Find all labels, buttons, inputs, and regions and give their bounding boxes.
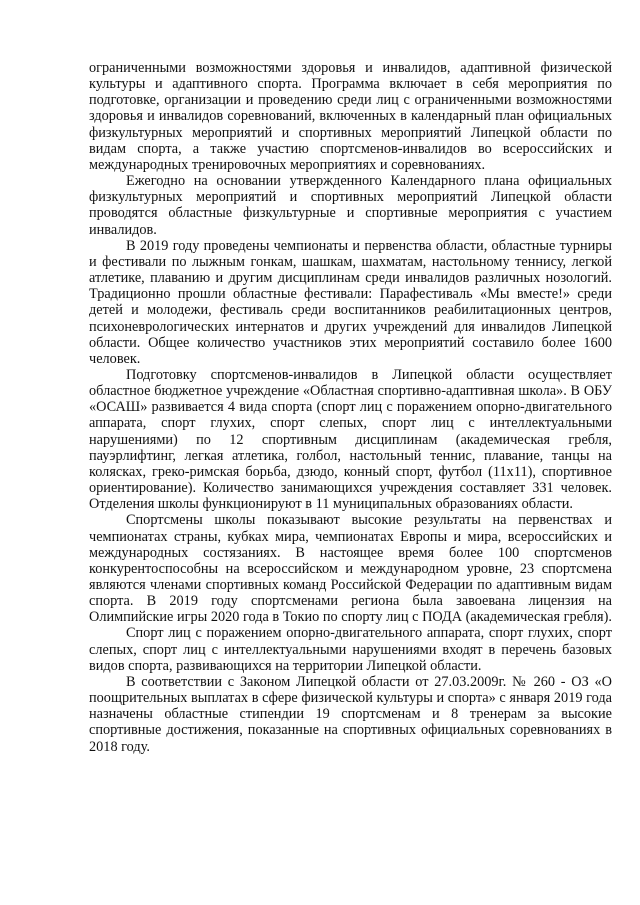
paragraph-athlete-results: Спортсмены школы показывают высокие результаты на первенствах и чемпионатах страны, кубках мира, чемпионатах Европы и мира, всероссийских и международных состязаниях. В настоящее время более 100 спортсменов конкурентоспособны на всероссийском и международном уровне, 23 спортсмена являются членами спортивных команд Российской Федерации по адаптивным видам спорта. В 2019 году спортсменами региона была завоевана лицензия на Олимпийские игры 2020 года в Токио по спорту лиц с ПОДА (академическая гребля). (89, 512, 612, 626)
paragraph-scholarships: В соответствии с Законом Липецкой области от 27.03.2009г. № 260 - ОЗ «О поощрительных выплатах в сфере физической культуры и спорта» с января 2019 года назначены областные стипендии 19 спортсменам и 8 тренерам за высокие спортивные достижения, показанные на спортивных официальных соревнованиях в 2018 году. (89, 673, 612, 755)
paragraph-annual-events: Ежегодно на основании утвержденного Календарного плана официальных физкультурных мероприятий и спортивных мероприятий Липецкой области проводятся областные физкультурные и спортивные мероприятия с участием инвалидов. (89, 173, 612, 238)
paragraph-training-school: Подготовку спортсменов-инвалидов в Липецкой области осуществляет областное бюджетное учреждение «Областная спортивно-адаптивная школа». В ОБУ «ОСАШ» развивается 4 вида спорта (спорт лиц с поражением опорно-двигательного аппарата, спорт глухих, спорт слепых, спорт лиц с интеллектуальными нарушениями) по 12 спортивным дисциплинам (академическая гребля, пауэрлифтинг, легкая атлетика, голбол, настольный теннис, плавание, танцы на колясках, греко-римская борьба, дзюдо, конный спорт, футбол (11х11), спортивное ориентирование). Количество занимающихся учреждения составляет 331 человек. Отделения школы функционируют в 11 муниципальных образованиях области. (89, 366, 612, 513)
paragraph-basic-sports: Спорт лиц с поражением опорно-двигательного аппарата, спорт глухих, спорт слепых, спорт лиц с интеллектуальными нарушениями входят в перечень базовых видов спорта, развивающихся на территории Липецкой области. (89, 625, 612, 674)
paragraph-2019-championships: В 2019 году проведены чемпионаты и первенства области, областные турниры и фестивали по лыжным гонкам, шашкам, шахматам, настольному теннису, легкой атлетике, плаванию и другим дисциплинам среди инвалидов различных нозологий. Традиционно прошли областные фестивали: Парафестиваль «Мы вместе!» среди детей и молодежи, фестиваль среди воспитанников реабилитационных центров, психоневрологических интернатов и других учреждений для инвалидов Липецкой области. Общее количество участников этих мероприятий составило более 1600 человек. (89, 237, 612, 367)
paragraph-program-continuation: ограниченными возможностями здоровья и инвалидов, адаптивной физической культуры и адаптивного спорта. Программа включает в себя мероприятия по подготовке, организации и проведению среди лиц с ограниченными возможностями здоровья и инвалидов соревнований, включенных в календарный план официальных физкультурных мероприятий и спортивных мероприятий Липецкой области по видам спорта, а также участию спортсменов-инвалидов во всероссийских и международных тренировочных мероприятиях и соревнованиях. (89, 60, 612, 173)
document-page (89, 60, 612, 755)
